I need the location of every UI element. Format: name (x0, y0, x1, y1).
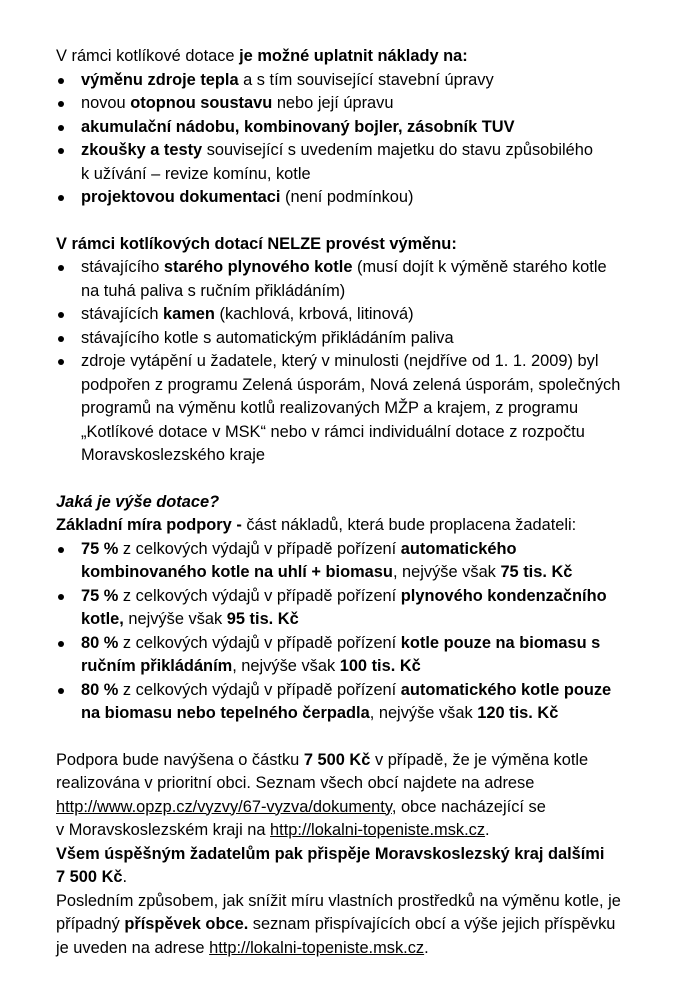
url-link[interactable]: http://lokalni-topeniste.msk.cz (209, 938, 425, 957)
text-run: , nejvýše však (392, 563, 501, 581)
bold-text: V rámci kotlíkových dotací NELZE provést výměnu: (56, 234, 457, 253)
bold-text: 100 tis. Kč (339, 657, 421, 675)
bold-text: otopnou soustavu (130, 94, 273, 112)
bold-text: automatického kotle pouze (400, 680, 612, 699)
list-item (56, 116, 676, 140)
text-run: stávajícího kotle s automatickým přikládáním paliva (81, 328, 454, 347)
list-item (56, 538, 676, 585)
spacer (56, 726, 676, 749)
bold-text: 7 500 Kč (56, 868, 123, 886)
list-item (56, 679, 676, 726)
eligible-costs-list (56, 69, 676, 210)
bold-text: zkoušky a testy (81, 141, 203, 159)
text-run: Moravskoslezského kraje (81, 446, 266, 464)
bold-text: je možné uplatnit náklady na: (239, 47, 468, 65)
url-link[interactable]: http://lokalni-topeniste.msk.cz (270, 821, 486, 839)
list-item (56, 92, 676, 116)
municipality-contribution-paragraph (56, 890, 676, 961)
text-run: část nákladů, která bude proplacena žadateli: (241, 516, 577, 534)
text-run: stávajícího (81, 258, 164, 276)
spacer (56, 210, 676, 233)
text-run: Posledním způsobem, jak snížit míru vlastních prostředků na výměnu kotle, je (56, 891, 621, 910)
list-item (56, 69, 676, 93)
bold-text: 75 % (81, 586, 119, 605)
text-run: na tuhá paliva s ručním přikládáním) (81, 281, 346, 300)
list-item (56, 327, 676, 351)
bold-text: 80 % (81, 633, 119, 652)
text-run: související s uvedením majetku do stavu způsobilého (202, 141, 594, 159)
text-run: . (424, 938, 429, 957)
eligible-costs-heading (56, 45, 676, 69)
text-run: . (122, 868, 128, 886)
text-run: Podpora bude navýšena o částku (56, 750, 304, 769)
bold-text: 75 tis. Kč (500, 563, 573, 581)
bold-text: 95 tis. Kč (226, 610, 299, 628)
text-run: v případě, že je výměna kotle (370, 750, 589, 769)
text-run: podpořen z programu Zelená úsporám, Nová zelená úsporám, společných (81, 375, 621, 394)
text-run: obce nacházející se (396, 797, 546, 816)
list-item (56, 256, 676, 303)
text-run: (musí dojít k výměně starého kotle (352, 258, 607, 276)
bold-text: akumulační nádobu, kombinovaný bojler, zásobník TUV (81, 117, 515, 136)
subsidy-question: Jaká je výše dotace? (56, 492, 220, 511)
bold-text: 75 % (81, 539, 119, 558)
bold-text: kombinovaného kotle na uhlí + biomasu (81, 563, 393, 581)
bold-text: kamen (163, 305, 215, 323)
text-run: z celkových výdajů v případě pořízení (118, 633, 401, 652)
bold-text: ručním přikládáním (81, 657, 233, 675)
bold-text: projektovou dokumentaci (81, 188, 281, 206)
bold-text: Základní míra podpory - (56, 516, 242, 534)
text-run: seznam přispívajících obcí a výše jejich příspěvku (248, 915, 616, 933)
bold-text: plynového kondenzačního (400, 586, 607, 605)
text-run: „Kotlíkové dotace v MSK“ nebo v rámci individuální dotace z rozpočtu (81, 422, 585, 441)
bold-text: 7 500 Kč (303, 750, 371, 769)
priority-municipality-paragraph (56, 749, 676, 843)
basic-support-heading (56, 514, 676, 538)
list-item (56, 632, 676, 679)
bold-text: na biomasu nebo tepelného čerpadla (81, 704, 370, 722)
text-run: nejvýše však (123, 610, 227, 628)
bold-text: Všem úspěšným žadatelům pak přispěje Moravskoslezský kraj dalšími (56, 844, 605, 863)
url-link[interactable]: http://www.opzp.cz/vyzvy/67-vyzva/dokumenty, (56, 797, 397, 816)
text-run: zdroje vytápění u žadatele, který v minulosti (nejdříve od 1. 1. 2009) byl (81, 352, 599, 370)
bold-text: automatického (400, 539, 517, 558)
list-item (56, 350, 676, 468)
bold-text: kotle pouze na biomasu s (400, 633, 601, 652)
region-contribution-paragraph (56, 843, 676, 890)
list-item (56, 186, 676, 210)
text-run: z celkových výdajů v případě pořízení (118, 539, 401, 558)
spacer (56, 468, 676, 491)
list-item (56, 139, 676, 186)
text-run: v Moravskoslezském kraji na (56, 821, 271, 839)
text-run: novou (81, 94, 131, 112)
list-item (56, 585, 676, 632)
text-run: stávajících (81, 305, 163, 323)
support-rates-list (56, 538, 676, 726)
text-run: , nejvýše však (369, 704, 478, 722)
text-run: (kachlová, krbová, litinová) (214, 305, 414, 323)
excluded-list (56, 256, 676, 468)
text-run: (není podmínkou) (280, 188, 414, 206)
bold-text: 80 % (81, 680, 119, 699)
text-run: , nejvýše však (232, 657, 340, 675)
bold-text: kotle, (81, 610, 124, 628)
bold-text: starého plynového kotle (163, 258, 353, 276)
text-run: k užívání – revize komínu, kotle (81, 164, 311, 183)
text-run: z celkových výdajů v případě pořízení (118, 680, 401, 699)
excluded-heading (56, 233, 676, 257)
text-run: z celkových výdajů v případě pořízení (118, 586, 401, 605)
bold-text: výměnu zdroje tepla (81, 70, 239, 89)
bold-text: 120 tis. Kč (477, 704, 559, 722)
text-run: a s tím související stavební úpravy (238, 70, 494, 89)
list-item (56, 303, 676, 327)
text-run: realizována v prioritní obci. Seznam všech obcí najdete na adrese (56, 774, 535, 792)
text-run: . (485, 821, 490, 839)
text-run: případný (56, 915, 125, 933)
bold-text: příspěvek obce. (124, 915, 249, 933)
text-run: je uveden na adrese (56, 938, 210, 957)
text-run: nebo její úpravu (272, 94, 394, 112)
text-run: V rámci kotlíkové dotace (56, 47, 240, 65)
document-page (56, 45, 676, 960)
text-run: programů na výměnu kotlů realizovaných MŽP a krajem, z programu (81, 399, 579, 417)
